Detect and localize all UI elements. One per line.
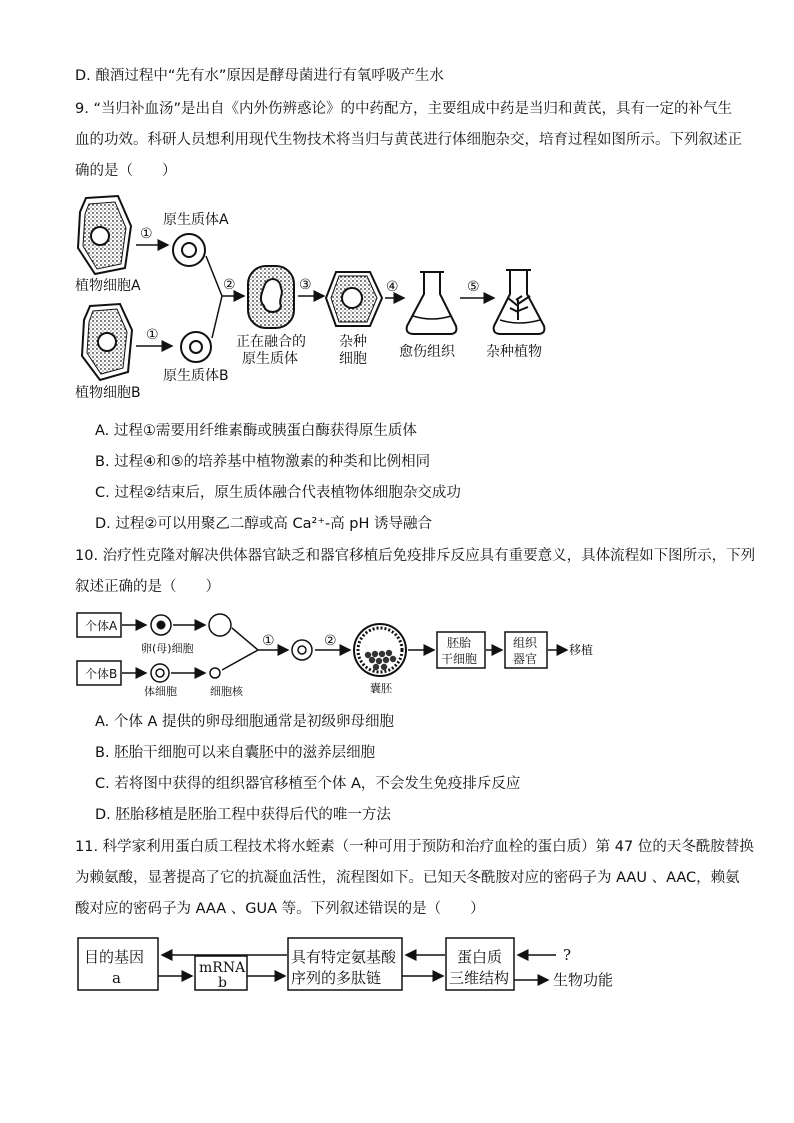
q9-option-a: A. 过程①需要用纤维素酶或胰蛋白酶获得原生质体 [95,423,417,439]
q10-step2: ② [324,633,337,649]
q9-step4: ④ [386,279,399,295]
biological-function-label: 生物功能 [553,971,614,989]
somatic-cell-label: 体细胞 [144,685,177,698]
q10-option-c: C. 若将图中获得的组织器官移植至个体 A，不会发生免疫排斥反应 [95,776,521,792]
fusing-label-2: 原生质体 [242,351,298,367]
plant-cell-a-label: 植物细胞A [75,278,141,294]
plant-cell-b-label: 植物细胞B [75,385,141,401]
hybrid-label-1: 杂种 [339,334,367,350]
es-cell-label-1: 胚胎 [447,636,472,650]
protein-label-2: 三维结构 [449,969,510,987]
target-gene-label-1: 目的基因 [84,948,145,966]
q11-stem-line2: 为赖氨酸，显著提高了它的抗凝血活性，流程图如下。已知天冬酰胺对应的密码子为 AAU 、AAC，赖氨 [75,870,740,886]
individual-a-label: 个体A [85,619,118,633]
protein-label-1: 蛋白质 [457,948,503,966]
q9-option-d: D. 过程②可以用聚乙二醇或高 Ca²⁺-高 pH 诱导融合 [95,516,433,532]
nucleus-label: 细胞核 [210,685,243,698]
tissue-organ-label-2: 器官 [513,652,538,666]
q10-stem-line2: 叙述正确的是（ ） [75,579,220,595]
q9-option-b: B. 过程④和⑤的培养基中植物激素的种类和比例相同 [95,454,431,470]
q10-option-b: B. 胚胎干细胞可以来自囊胚中的滋养层细胞 [95,745,376,761]
tissue-organ-label-1: 组织 [513,636,538,650]
q9-stem-line3: 确的是（ ） [75,163,177,179]
hybrid-label-2: 细胞 [339,351,367,367]
polypeptide-label-1: 具有特定氨基酸 [291,948,397,966]
q8-option-d: D. 酿酒过程中“先有水”原因是酵母菌进行有氧呼吸产生水 [75,68,444,84]
q9-stem-line2: 血的功效。科研人员想利用现代生物技术将当归与黄芪进行体细胞杂交，培育过程如图所示。下列叙述正 [75,132,742,148]
blastocyst-label: 囊胚 [370,682,392,695]
q9-step1-b: ① [146,327,159,343]
q10-option-a: A. 个体 A 提供的卵母细胞通常是初级卵母细胞 [95,714,395,730]
mrna-label-1: mRNA [199,960,246,976]
q10-option-d: D. 胚胎移植是胚胎工程中获得后代的唯一方法 [95,807,391,823]
individual-b-label: 个体B [85,667,118,681]
q11-stem-line1: 11. 科学家利用蛋白质工程技术将水蛭素（一种可用于预防和治疗血栓的蛋白质）第 47 位的天冬酰胺替换 [75,839,754,855]
question-mark: ? [563,946,572,964]
es-cell-label-2: 干细胞 [441,652,478,666]
oocyte-label: 卵(母)细胞 [141,642,194,655]
polypeptide-label-2: 序列的多肽链 [291,969,382,987]
q9-step5: ⑤ [467,279,480,295]
q10-stem-line1: 10. 治疗性克隆对解决供体器官缺乏和器官移植后免疫排斥反应具有重要意义，具体流程如下图所示，下列 [75,548,756,564]
protoplast-b-label: 原生质体B [163,368,229,384]
q10-step1: ① [262,633,275,649]
hybrid-plant-label: 杂种植物 [486,344,542,360]
fusing-label-1: 正在融合的 [236,334,306,350]
q11-stem-line3: 酸对应的密码子为 AAA 、GUA 等。下列叙述错误的是（ ） [75,901,485,917]
transplant-label: 移植 [569,643,594,657]
q9-option-c: C. 过程②结束后，原生质体融合代表植物体细胞杂交成功 [95,485,461,501]
q9-step3: ③ [299,277,312,293]
protoplast-a-label: 原生质体A [163,212,229,228]
target-gene-label-2: a [112,969,121,987]
q9-stem-line1: 9. “当归补血汤”是出自《内外伤辨惑论》的中药配方，主要组成中药是当归和黄芪，具有一定的补气生 [75,101,732,117]
q9-step1-a: ① [140,226,153,242]
callus-label: 愈伤组织 [399,344,455,360]
q9-step2: ② [223,277,236,293]
mrna-label-2: b [218,975,227,991]
